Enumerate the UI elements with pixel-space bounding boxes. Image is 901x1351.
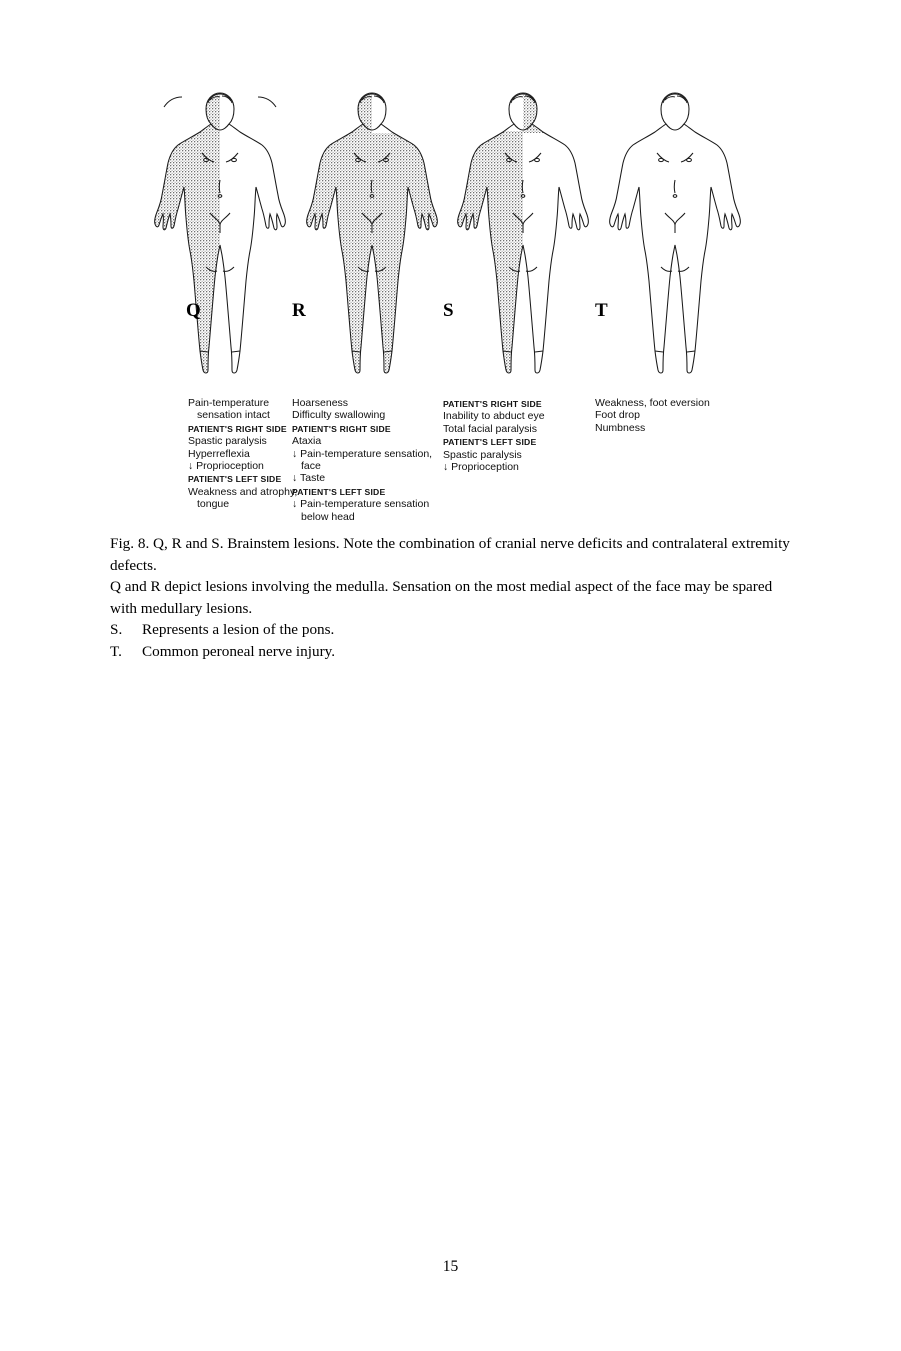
panel-caption-t xyxy=(595,397,763,434)
caption-subhead: PATIENT'S LEFT SIDE xyxy=(188,474,282,485)
caption-item-s-text: Represents a lesion of the pons. xyxy=(142,621,335,638)
caption-line: ↓ Pain-temperature sensation xyxy=(292,498,430,511)
figure-8 xyxy=(110,75,790,523)
panel-letter-t: T xyxy=(595,300,609,321)
caption-subhead: PATIENT'S RIGHT SIDE xyxy=(188,423,287,434)
human-figure-illustration-q xyxy=(140,75,300,395)
caption-line: Difficulty swallowing xyxy=(292,409,386,422)
figure-panel-q xyxy=(140,75,300,520)
caption-paragraph-1: Fig. 8. Q, R and S. Brainstem lesions. Note the combination of cranial nerve deficits and contralateral extremity defects. xyxy=(110,535,790,574)
caption-line: face xyxy=(301,460,321,473)
caption-item-t-label: T. xyxy=(110,642,122,660)
caption-line: Spastic paralysis xyxy=(443,448,522,461)
caption-paragraph-2: Q and R depict lesions involving the medulla. Sensation on the most medial aspect of the face may be spared with medullary lesions. xyxy=(110,578,773,617)
caption-subhead: PATIENT'S LEFT SIDE xyxy=(292,486,386,497)
caption-line: sensation intact xyxy=(197,409,270,422)
caption-line: ↓ Taste xyxy=(292,472,326,485)
caption-line: Weakness, foot eversion xyxy=(595,397,710,409)
caption-subhead: PATIENT'S RIGHT SIDE xyxy=(292,423,391,434)
caption-line: Total facial paralysis xyxy=(443,422,537,435)
figure-panel-s xyxy=(443,75,603,520)
figure-panel-t xyxy=(595,75,755,520)
caption-line: Foot drop xyxy=(595,409,640,422)
panel-caption-r xyxy=(292,397,460,523)
caption-line: ↓ Pain-temperature sensation, xyxy=(292,447,433,460)
caption-line: ↓ Proprioception xyxy=(443,461,519,474)
caption-line: Weakness and atrophy, xyxy=(188,485,298,498)
caption-line: below head xyxy=(301,510,355,523)
caption-item-t xyxy=(110,641,800,663)
caption-line: ↓ Proprioception xyxy=(188,460,264,473)
caption-line: tongue xyxy=(197,498,230,511)
caption-subhead: PATIENT'S LEFT SIDE xyxy=(443,437,537,448)
caption-line: Spastic paralysis xyxy=(188,435,267,448)
caption-item-s-label: S. xyxy=(110,621,123,638)
panel-letter-s: S xyxy=(443,300,455,321)
caption-line: Ataxia xyxy=(292,435,322,448)
caption-line: Inability to abduct eye xyxy=(443,410,545,423)
caption-line: Numbness xyxy=(595,421,646,434)
caption-line: Pain-temperature xyxy=(188,397,270,409)
caption-line: Hyperreflexia xyxy=(188,447,250,460)
figure-panel-r xyxy=(292,75,455,523)
caption-line: Hoarseness xyxy=(292,397,349,409)
caption-subhead: PATIENT'S RIGHT SIDE xyxy=(443,399,542,409)
panel-letter-r: R xyxy=(292,300,307,321)
caption-item-t-text: Common peroneal nerve injury. xyxy=(142,642,336,660)
human-figure-illustration-t xyxy=(595,75,755,395)
human-figure-illustration-s xyxy=(443,75,603,395)
page-number: 15 xyxy=(442,1258,459,1275)
human-figure-illustration-r xyxy=(292,75,455,395)
panel-caption-s xyxy=(443,397,608,473)
panel-letter-q: Q xyxy=(186,300,202,321)
caption-item-s xyxy=(110,619,800,641)
figure-caption-text xyxy=(110,533,800,662)
